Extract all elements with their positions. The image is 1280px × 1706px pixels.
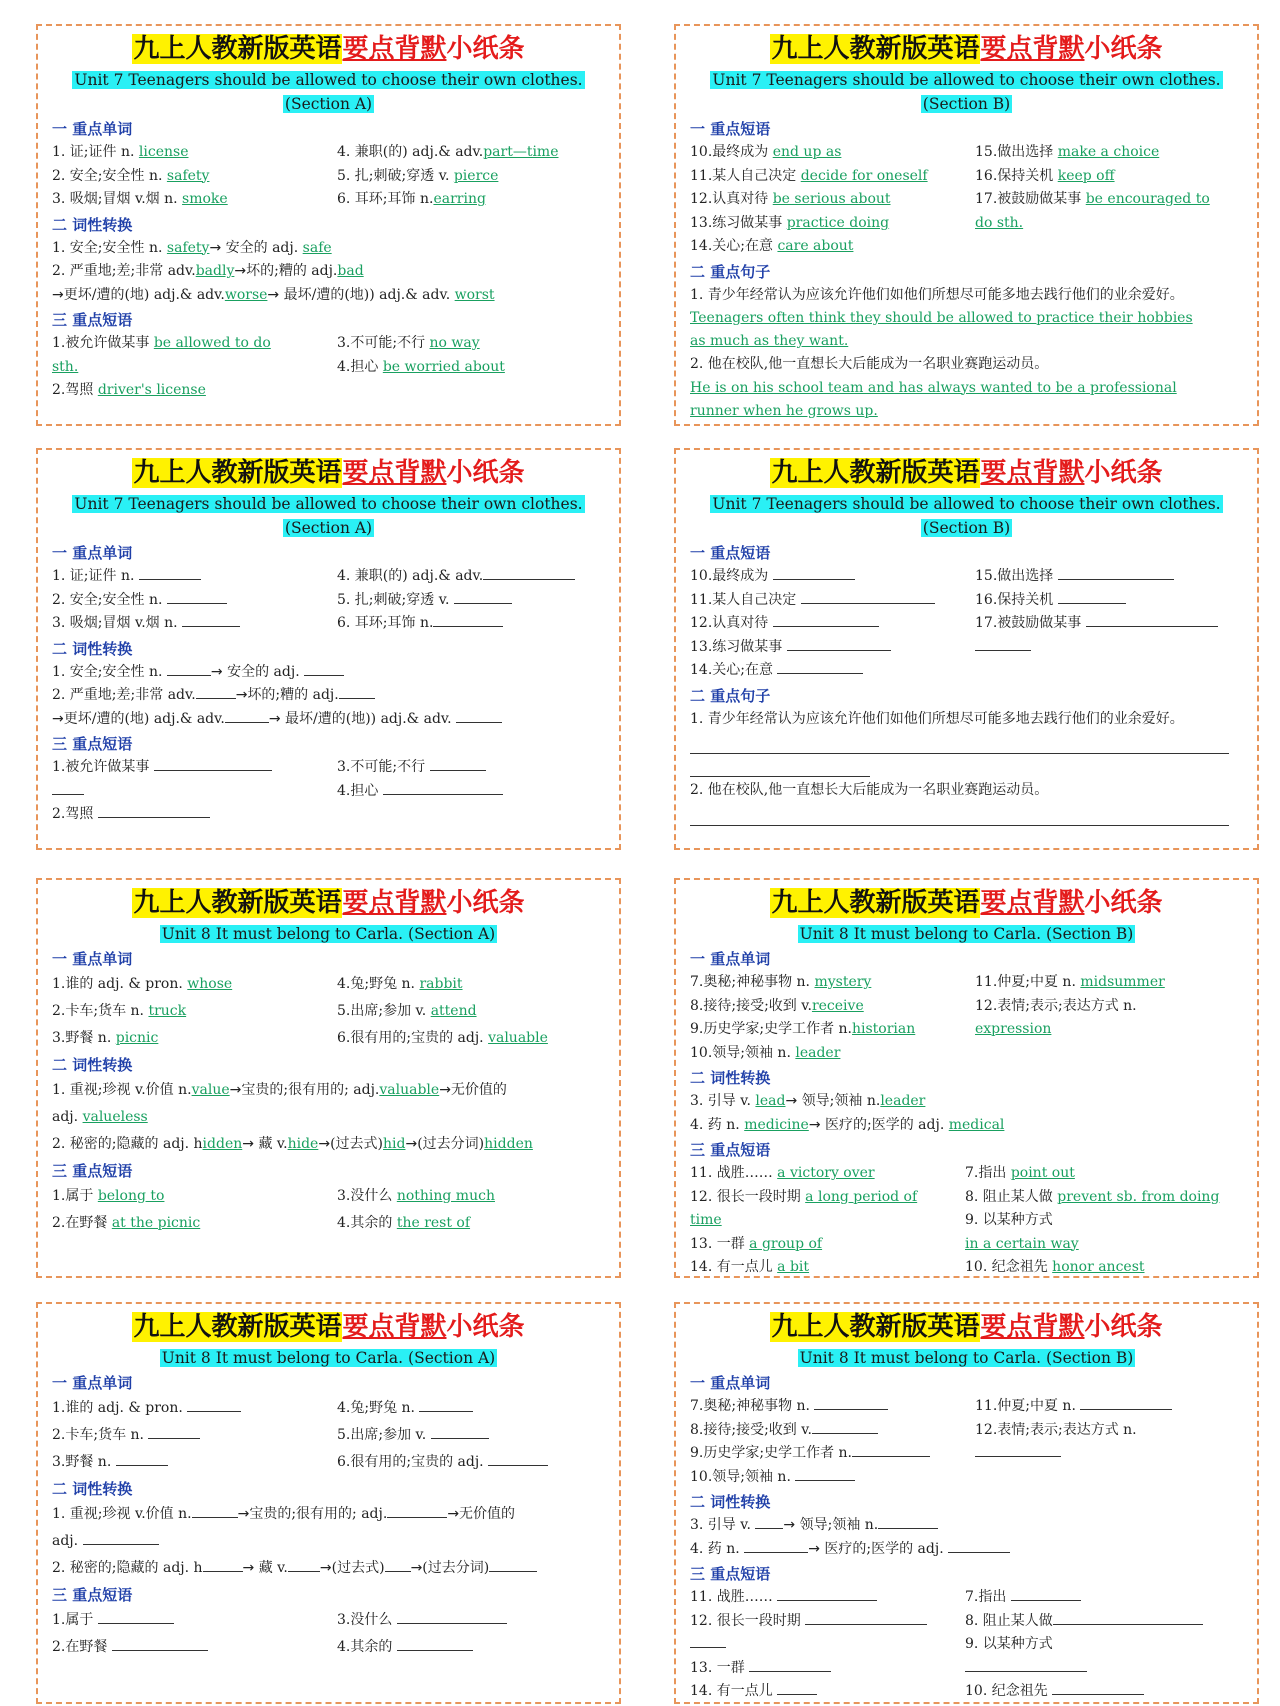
- card-title: 九上人教新版英语要点背默小纸条: [771, 1312, 1163, 1342]
- conversion-line: 2. 严重地;差;非常 adv.badly→坏的;糟的 adj.bad: [52, 263, 364, 279]
- answer-blank[interactable]: [98, 1609, 174, 1624]
- word-row: 8.接待;接受;收到 v. 12.表情;表示;表达方式 n.: [690, 1419, 1243, 1443]
- word-row: 7.奥秘;神秘事物 n. mystery 11.仲夏;中夏 n. midsummer: [690, 974, 1165, 990]
- answer-blank[interactable]: [1053, 1610, 1203, 1625]
- sentence-prompt: 2. 他在校队,他一直想长大后能成为一名职业赛跑运动员。: [690, 356, 1049, 372]
- conversion-line: 3. 引导 v. lead→ 领导;领袖 n.leader: [690, 1093, 926, 1109]
- phrase-row: 14. 有一点儿 10. 纪念祖先: [690, 1680, 1243, 1704]
- answer-blank[interactable]: [397, 1636, 473, 1651]
- answer-blank[interactable]: [852, 1442, 930, 1457]
- word-row: 2. 安全;安全性 n. safety 5. 扎;刺破;穿透 v. pierce: [52, 167, 499, 184]
- phrase-row: 10.最终成为 end up as 15.做出选择 make a choice: [690, 144, 1160, 160]
- section-heading-phrases: 三 重点短语: [52, 1586, 133, 1604]
- section-heading-phrases: 三 重点短语: [52, 1162, 133, 1180]
- sentence-answer-line[interactable]: [690, 754, 870, 777]
- answer-blank[interactable]: [812, 1419, 878, 1434]
- section-heading-conversion: 二 词性转换: [690, 1493, 771, 1511]
- phrase-row: 11. 战胜…… 7.指出: [690, 1586, 1243, 1610]
- answer-blank[interactable]: [225, 708, 269, 723]
- answer-blank[interactable]: [339, 684, 375, 699]
- phrase-row: 12.认真对待 be serious about 17.被鼓励做某事 be encouraged to: [690, 191, 1210, 207]
- arrow-icon: →: [210, 663, 223, 680]
- section-heading-words: 一 重点单词: [52, 950, 133, 968]
- answer-blank[interactable]: [1058, 589, 1126, 604]
- answer-blank[interactable]: [196, 684, 236, 699]
- unit-subtitle: Unit 8 It must belong to Carla. (Section A): [161, 1349, 496, 1367]
- answer-blank[interactable]: [801, 589, 935, 604]
- word-row: 8.接待;接受;收到 v.receive 12.表情;表示;表达方式 n.: [690, 997, 1137, 1014]
- arrow-icon: →: [439, 1082, 451, 1098]
- answer-blank[interactable]: [690, 1633, 726, 1648]
- unit8-section-a-blank-card: [36, 1302, 621, 1704]
- unit7-section-b-answer-card: [674, 24, 1259, 426]
- answer-blank[interactable]: [795, 1466, 855, 1481]
- answer-blank[interactable]: [203, 1557, 243, 1572]
- arrow-icon: →: [237, 1506, 250, 1522]
- sentence-prompt: 1. 青少年经常认为应该允许他们如他们所想尽可能多地去践行他们的业余爱好。: [690, 286, 1184, 303]
- sentence-answer-line[interactable]: [690, 826, 890, 849]
- arrow-icon: →: [268, 710, 281, 727]
- answer-blank[interactable]: [965, 1657, 1087, 1672]
- phrase-row: 2.在野餐 4.其余的: [52, 1634, 605, 1661]
- answer-blank[interactable]: [288, 1557, 320, 1572]
- phrase-row: 2.在野餐 at the picnic 4.其余的 the rest of: [52, 1215, 471, 1231]
- word-row: 3. 吸烟;冒烟 v.烟 n. 6. 耳环;耳饰 n.: [52, 612, 605, 636]
- phrase-row: 13. 一群: [690, 1657, 1243, 1681]
- conversion-line: 1. 安全;安全性 n. safety→ 安全的 adj. safe: [52, 239, 332, 256]
- answer-blank[interactable]: [454, 589, 512, 604]
- section-heading-conversion: 二 词性转换: [52, 1480, 133, 1498]
- answer-blank[interactable]: [419, 1397, 473, 1412]
- sentence-answer: runner when he grows up.: [690, 402, 878, 419]
- phrase-row: 1.被允许做某事 3.不可能;不行: [52, 756, 605, 780]
- word-row: 1.谁的 adj. & pron. 4.兔;野兔 n.: [52, 1395, 605, 1422]
- answer-blank[interactable]: [975, 636, 1031, 651]
- conversion-line: 2. 严重地;差;非常 adv. →坏的;糟的 adj.: [52, 684, 605, 708]
- unit-subtitle: Unit 8 It must belong to Carla. (Section A): [161, 925, 496, 943]
- phrase-row: 14. 有一点儿 a bit 10. 纪念祖先 honor ancest: [690, 1259, 1145, 1275]
- conversion-line: →更坏/遭的(地) adj.& adv.worse→ 最坏/遭的(地)) adj.& adv. worst: [52, 286, 495, 303]
- section-label: (Section B): [922, 95, 1011, 113]
- arrow-icon: →: [242, 1560, 255, 1576]
- word-row: 2. 安全;安全性 n. 5. 扎;刺破;穿透 v.: [52, 589, 605, 613]
- phrase-row: 13. 一群 a group of in a certain way: [690, 1235, 1079, 1252]
- section-heading-conversion: 二 词性转换: [52, 215, 133, 234]
- answer-blank[interactable]: [52, 780, 84, 795]
- unit-subtitle: Unit 7 Teenagers should be allowed to choose their own clothes.: [712, 71, 1221, 89]
- word-row: 3. 吸烟;冒烟 v.烟 n. smoke 6. 耳环;耳饰 n.earring: [52, 191, 486, 207]
- arrow-icon: →: [319, 1560, 332, 1576]
- unit8-section-b-blank-card: [674, 1302, 1259, 1704]
- section-heading-conversion: 二 词性转换: [52, 1056, 133, 1074]
- answer-blank[interactable]: [755, 1514, 783, 1529]
- answer-blank[interactable]: [777, 1586, 877, 1601]
- arrow-icon: →: [52, 286, 64, 303]
- word-row: 9.历史学家;史学工作者 n.historian expression: [690, 1021, 1052, 1037]
- answer-blank[interactable]: [154, 756, 272, 771]
- answer-blank[interactable]: [787, 636, 891, 651]
- answer-blank[interactable]: [192, 1503, 238, 1518]
- card-title: 九上人教新版英语要点背默小纸条: [133, 1312, 525, 1342]
- unit8-section-b-answer-card: [674, 878, 1259, 1278]
- phrase-row: 12. 很长一段时期 8. 阻止某人做: [690, 1610, 1243, 1634]
- phrase-line: 14.关心;在意: [690, 659, 1243, 683]
- conversion-line: 1. 重视;珍视 v.价值 n.value→宝贵的;很有用的; adj.valuable→无价值的: [52, 1082, 507, 1098]
- section-heading-phrases: 三 重点短语: [52, 311, 133, 329]
- phrase-row: 9. 以某种方式: [690, 1633, 1243, 1657]
- answer-blank[interactable]: [148, 1424, 200, 1439]
- conversion-line: 1. 安全;安全性 n. → 安全的 adj.: [52, 661, 605, 685]
- section-heading-conversion: 二 词性转换: [52, 639, 133, 658]
- section-label: (Section A): [284, 95, 373, 113]
- arrow-icon: →: [235, 687, 248, 703]
- answer-blank[interactable]: [749, 1657, 831, 1672]
- phrase-row: 1.属于 belong to 3.没什么 nothing much: [52, 1188, 495, 1204]
- phrase-row: 1.属于 3.没什么: [52, 1607, 605, 1634]
- answer-blank[interactable]: [814, 1395, 888, 1410]
- phrase-row: 13.练习做某事 practice doing do sth.: [690, 214, 1024, 231]
- phrase-row: sth. 4.担心 be worried about: [52, 358, 505, 375]
- phrase-row: 11.某人自己决定 decide for oneself 16.保持关机 keep off: [690, 167, 1115, 184]
- answer-blank[interactable]: [387, 1503, 447, 1518]
- arrow-icon: →: [229, 1082, 242, 1098]
- card-title: 九上人教新版英语要点背默小纸条: [771, 34, 1163, 64]
- answer-blank[interactable]: [975, 1442, 1061, 1457]
- arrow-icon: →: [808, 1116, 821, 1133]
- section-heading-words: 一 重点单词: [52, 544, 133, 562]
- conversion-line: 3. 引导 v. → 领导;领袖 n.: [690, 1514, 1243, 1538]
- answer-blank[interactable]: [1058, 565, 1174, 580]
- answer-blank[interactable]: [1080, 1395, 1172, 1410]
- section-heading-sentences: 二 重点句子: [690, 262, 771, 281]
- arrow-icon: →: [209, 239, 222, 256]
- arrow-icon: →: [52, 710, 64, 727]
- arrow-icon: →: [808, 1540, 820, 1557]
- sentence-answer-line[interactable]: [690, 803, 1229, 826]
- answer-blank[interactable]: [139, 565, 201, 580]
- arrow-icon: →: [405, 1136, 418, 1152]
- word-row: 2.卡车;货车 n. truck 5.出席;参加 v. attend: [52, 1003, 477, 1019]
- conversion-line: →更坏/遭的(地) adj.& adv. → 最坏/遭的(地)) adj.& adv.: [52, 708, 605, 732]
- conversion-line: adj.: [52, 1528, 605, 1555]
- conversion-line: 4. 药 n. medicine→ 医疗的;医学的 adj. medical: [690, 1116, 1005, 1133]
- word-row: 2.卡车;货车 n. 5.出席;参加 v.: [52, 1422, 605, 1449]
- arrow-icon: →: [785, 1093, 798, 1109]
- unit7-section-b-blank-card: [674, 448, 1259, 850]
- arrow-icon: →: [447, 1506, 460, 1522]
- sentence-answer: Teenagers often think they should be allowed to practice their hobbies: [690, 310, 1193, 326]
- conversion-line: adj. valueless: [52, 1109, 148, 1125]
- answer-blank[interactable]: [187, 1397, 241, 1412]
- answer-blank[interactable]: [430, 756, 486, 771]
- word-row: 1.谁的 adj. & pron. whose 4.兔;野兔 n. rabbit: [52, 976, 463, 992]
- section-heading-phrases: 三 重点短语: [690, 1141, 771, 1159]
- answer-blank[interactable]: [805, 1610, 927, 1625]
- conversion-line: 2. 秘密的;隐藏的 adj. hidden→ 藏 v.hide→(过去式)hid→(过去分词)hidden: [52, 1136, 533, 1152]
- section-heading-phrases: 一 重点短语: [690, 544, 771, 562]
- section-label: (Section B): [922, 519, 1011, 537]
- card-title: 九上人教新版英语要点背默小纸条: [133, 458, 525, 488]
- answer-blank[interactable]: [948, 1538, 1010, 1553]
- unit-subtitle: Unit 7 Teenagers should be allowed to choose their own clothes.: [74, 495, 583, 513]
- answer-blank[interactable]: [112, 1636, 208, 1651]
- word-line: 10.领导;领袖 n. leader: [690, 1044, 841, 1061]
- answer-blank[interactable]: [488, 1451, 548, 1466]
- answer-blank[interactable]: [98, 803, 210, 818]
- arrow-icon: →: [318, 1136, 331, 1152]
- answer-blank[interactable]: [483, 565, 575, 580]
- unit-subtitle: Unit 8 It must belong to Carla. (Section B): [799, 925, 1134, 943]
- answer-blank[interactable]: [1052, 1680, 1144, 1695]
- arrow-icon: →: [242, 1136, 254, 1152]
- answer-blank[interactable]: [773, 565, 855, 580]
- word-row: 3.野餐 n. picnic 6.很有用的;宝贵的 adj. valuable: [52, 1030, 548, 1046]
- answer-blank[interactable]: [777, 1680, 817, 1695]
- answer-blank[interactable]: [397, 1609, 507, 1624]
- answer-blank[interactable]: [167, 661, 211, 676]
- section-heading-words: 一 重点单词: [690, 950, 771, 968]
- answer-blank[interactable]: [385, 1557, 411, 1572]
- phrase-row: 11.某人自己决定 16.保持关机: [690, 589, 1243, 613]
- section-heading-phrases: 三 重点短语: [52, 735, 133, 753]
- phrase-row: 11. 战胜…… a victory over 7.指出 point out: [690, 1165, 1075, 1181]
- conversion-line: 2. 秘密的;隐藏的 adj. h → 藏 v. →(过去式) →(过去分词): [52, 1555, 605, 1582]
- answer-blank[interactable]: [304, 661, 344, 676]
- phrase-row: 4.担心: [52, 780, 605, 804]
- phrase-row: time 9. 以某种方式: [690, 1212, 1053, 1228]
- word-row: 7.奥秘;神秘事物 n. 11.仲夏;中夏 n.: [690, 1395, 1243, 1419]
- section-heading-phrases: 一 重点短语: [690, 120, 771, 138]
- unit-subtitle: Unit 7 Teenagers should be allowed to choose their own clothes.: [74, 71, 583, 89]
- answer-blank[interactable]: [777, 659, 863, 674]
- unit8-section-a-answer-card: [36, 878, 621, 1278]
- card-title: 九上人教新版英语要点背默小纸条: [771, 458, 1163, 488]
- section-heading-words: 一 重点单词: [52, 120, 133, 138]
- unit7-section-a-blank-card: [36, 448, 621, 850]
- answer-blank[interactable]: [456, 708, 502, 723]
- word-row: 3.野餐 n. 6.很有用的;宝贵的 adj.: [52, 1449, 605, 1476]
- section-heading-conversion: 二 词性转换: [690, 1069, 771, 1087]
- word-line: 10.领导;领袖 n.: [690, 1466, 1243, 1490]
- card-title: 九上人教新版英语要点背默小纸条: [133, 34, 525, 64]
- sentence-answer: as much as they want.: [690, 333, 849, 349]
- sentence-prompt: 2. 他在校队,他一直想长大后能成为一名职业赛跑运动员。: [690, 782, 1049, 798]
- unit-subtitle: Unit 8 It must belong to Carla. (Section B): [799, 1349, 1134, 1367]
- sentence-answer-line[interactable]: [690, 731, 1229, 754]
- word-row: 1. 证;证件 n. 4. 兼职(的) adj.& adv.: [52, 565, 605, 589]
- answer-blank[interactable]: [1086, 612, 1218, 627]
- word-row: 9.历史学家;史学工作者 n.: [690, 1442, 1243, 1466]
- phrase-line: 14.关心;在意 care about: [690, 238, 854, 254]
- section-heading-words: 一 重点单词: [52, 1374, 133, 1392]
- phrase-line: 2.驾照: [52, 803, 605, 827]
- answer-blank[interactable]: [489, 1557, 537, 1572]
- arrow-icon: →: [267, 286, 280, 303]
- phrase-row: 12. 很长一段时期 a long period of 8. 阻止某人做 prevent sb. from doing: [690, 1188, 1220, 1205]
- answer-blank[interactable]: [116, 1451, 168, 1466]
- answer-blank[interactable]: [433, 612, 503, 627]
- sentence-answer: He is on his school team and has always wanted to be a professional: [690, 379, 1177, 396]
- phrase-row: 12.认真对待 17.被鼓励做某事: [690, 612, 1243, 636]
- card-title: 九上人教新版英语要点背默小纸条: [133, 888, 525, 918]
- answer-blank[interactable]: [773, 612, 879, 627]
- conversion-line: 4. 药 n. → 医疗的;医学的 adj.: [690, 1538, 1243, 1562]
- section-heading-sentences: 二 重点句子: [690, 686, 771, 705]
- answer-blank[interactable]: [431, 1424, 489, 1439]
- unit7-section-a-answer-card: [36, 24, 621, 426]
- section-heading-words: 一 重点单词: [690, 1374, 771, 1392]
- answer-blank[interactable]: [167, 589, 227, 604]
- answer-blank[interactable]: [83, 1530, 159, 1545]
- answer-blank[interactable]: [383, 780, 503, 795]
- unit-subtitle: Unit 7 Teenagers should be allowed to choose their own clothes.: [712, 495, 1221, 513]
- phrase-row: 13.练习做某事: [690, 636, 1243, 660]
- phrase-line: 2.驾照 driver's license: [52, 382, 206, 398]
- phrase-row: 10.最终成为 15.做出选择: [690, 565, 1243, 589]
- answer-blank[interactable]: [1011, 1586, 1081, 1601]
- arrow-icon: →: [234, 263, 247, 279]
- arrow-icon: →: [410, 1560, 423, 1576]
- phrase-row: 1.被允许做某事 be allowed to do 3.不可能;不行 no way: [52, 335, 480, 351]
- sentence-prompt: 1. 青少年经常认为应该允许他们如他们所想尽可能多地去践行他们的业余爱好。: [690, 710, 1184, 727]
- section-label: (Section A): [284, 519, 373, 537]
- answer-blank[interactable]: [878, 1514, 938, 1529]
- answer-blank[interactable]: [744, 1538, 808, 1553]
- conversion-line: 1. 重视;珍视 v.价值 n. →宝贵的;很有用的; adj. →无价值的: [52, 1501, 605, 1528]
- card-title: 九上人教新版英语要点背默小纸条: [771, 888, 1163, 918]
- section-heading-phrases: 三 重点短语: [690, 1565, 771, 1583]
- answer-blank[interactable]: [182, 612, 240, 627]
- word-row: 1. 证;证件 n. license 4. 兼职(的) adj.& adv.part—time: [52, 144, 559, 160]
- arrow-icon: →: [783, 1517, 796, 1533]
